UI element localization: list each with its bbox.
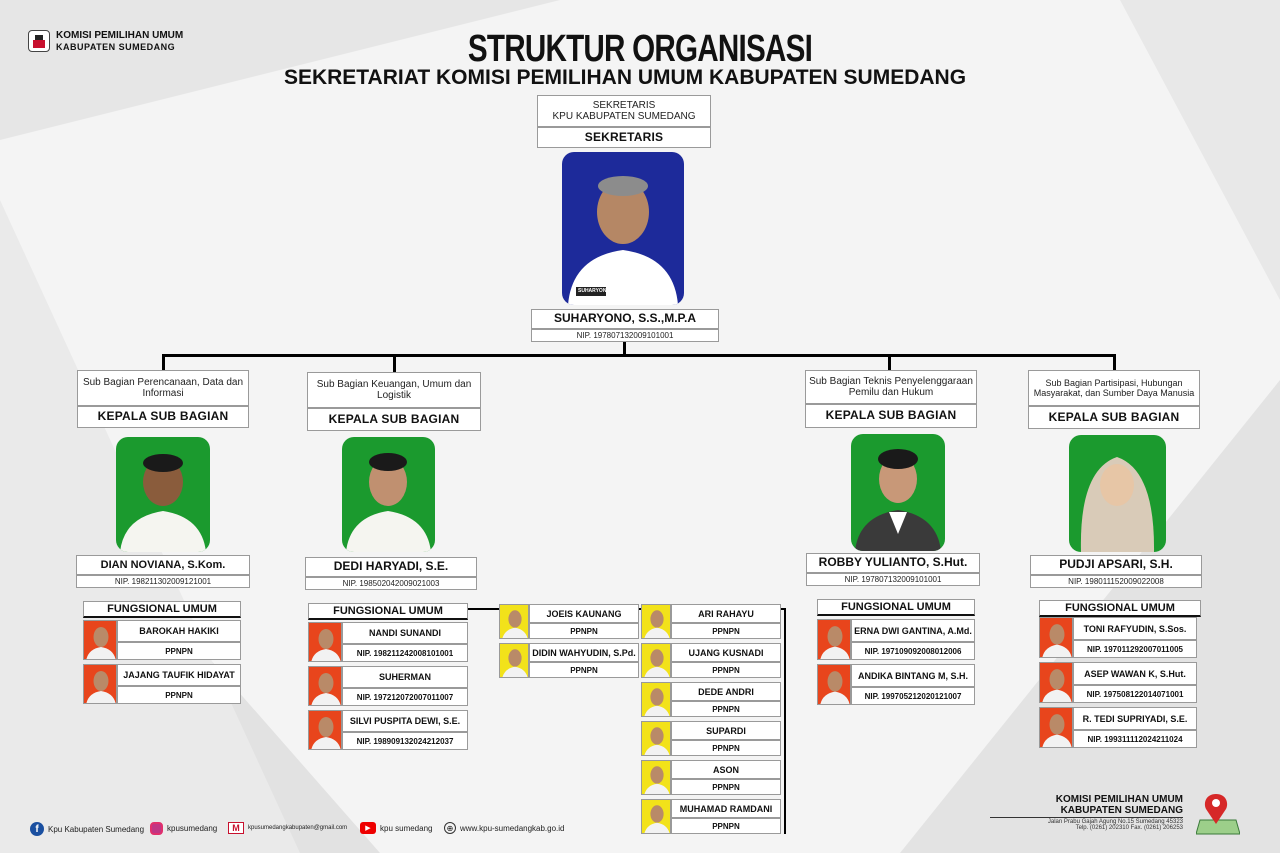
staff-name: MUHAMAD RAMDANI bbox=[671, 799, 781, 818]
section-4-role: KEPALA SUB BAGIAN bbox=[1028, 406, 1200, 429]
instagram-icon bbox=[150, 822, 163, 835]
staff-photo bbox=[499, 604, 529, 639]
staff-photo bbox=[83, 664, 117, 704]
staff-sub: NIP. 198909132024212037 bbox=[342, 732, 468, 750]
connector-drop-3 bbox=[888, 354, 891, 370]
staff-photo bbox=[1039, 617, 1073, 658]
staff-photo bbox=[1039, 707, 1073, 748]
top-photo bbox=[562, 152, 684, 305]
staff-name: ASEP WAWAN K, S.Hut. bbox=[1073, 662, 1197, 685]
page-title: STRUKTUR ORGANISASI bbox=[467, 28, 813, 70]
section-1-name: DIAN NOVIANA, S.Kom. bbox=[76, 555, 250, 575]
staff-sub: NIP. 199311112024211024 bbox=[1073, 730, 1197, 748]
logo-text-line1: KOMISI PEMILIHAN UMUM bbox=[56, 30, 184, 41]
top-unit-line2: KPU KABUPATEN SUMEDANG bbox=[552, 111, 696, 122]
footer-instagram-text: kpusumedang bbox=[167, 824, 218, 833]
staff-sub: PPNPN bbox=[671, 818, 781, 834]
footer-website-text: www.kpu-sumedangkab.go.id bbox=[460, 823, 565, 833]
staff-photo bbox=[641, 799, 671, 834]
staff-photo bbox=[641, 643, 671, 678]
footer-org-block bbox=[990, 794, 1183, 831]
staff-sub: NIP. 198211242008101001 bbox=[342, 644, 468, 662]
staff-name: DIDIN WAHYUDIN, S.Pd. bbox=[529, 643, 639, 662]
staff-sub: PPNPN bbox=[117, 686, 241, 704]
connector-horizontal bbox=[162, 354, 1115, 357]
staff-photo bbox=[308, 666, 342, 706]
staff-name: SUHERMAN bbox=[342, 666, 468, 688]
section-3-photo bbox=[851, 434, 945, 551]
map-pin-icon bbox=[1196, 790, 1240, 836]
staff-sub: NIP. 197011292007011005 bbox=[1073, 640, 1197, 658]
connector-staff-2c bbox=[784, 608, 786, 834]
top-name: SUHARYONO, S.S.,M.P.A bbox=[531, 309, 719, 329]
footer-address: Jalan Prabu Gajah Agung No.15 Sumedang 45323 bbox=[1047, 819, 1183, 825]
staff-photo bbox=[83, 620, 117, 660]
top-role: SEKRETARIS bbox=[537, 127, 711, 148]
mail-icon: M bbox=[228, 822, 244, 834]
person-silhouette-icon bbox=[116, 437, 210, 552]
staff-name: DEDE ANDRI bbox=[671, 682, 781, 701]
top-nip: NIP. 197807132009101001 bbox=[531, 329, 719, 342]
ballot-box-icon bbox=[29, 31, 49, 51]
kpu-logo bbox=[28, 30, 50, 52]
section-3-role: KEPALA SUB BAGIAN bbox=[805, 404, 977, 428]
section-4-name: PUDJI APSARI, S.H. bbox=[1030, 555, 1202, 575]
section-3-unit: Sub Bagian Teknis Penyelenggaraan Pemilu dan Hukum bbox=[805, 370, 977, 404]
staff-photo bbox=[499, 643, 529, 678]
staff-sub: PPNPN bbox=[671, 779, 781, 795]
section-4-photo bbox=[1069, 435, 1166, 552]
staff-name: UJANG KUSNADI bbox=[671, 643, 781, 662]
staff-sub: PPNPN bbox=[117, 642, 241, 660]
staff-photo bbox=[641, 604, 671, 639]
staff-name: JOEIS KAUNANG bbox=[529, 604, 639, 623]
top-unit-box bbox=[537, 95, 711, 127]
footer-youtube[interactable] bbox=[360, 822, 432, 834]
top-unit-line1: SEKRETARIS bbox=[592, 99, 656, 111]
connector-drop-4 bbox=[1113, 354, 1116, 370]
staff-name: R. TEDI SUPRIYADI, S.E. bbox=[1073, 707, 1197, 730]
section-3-nip: NIP. 197807132009101001 bbox=[806, 573, 980, 586]
staff-photo bbox=[641, 760, 671, 795]
footer-youtube-text: kpu sumedang bbox=[380, 823, 433, 833]
footer-instagram[interactable] bbox=[150, 822, 217, 835]
staff-photo bbox=[641, 721, 671, 756]
staff-name: ERNA DWI GANTINA, A.Md. bbox=[851, 619, 975, 642]
section-1-role: KEPALA SUB BAGIAN bbox=[77, 406, 249, 428]
staff-photo bbox=[817, 664, 851, 705]
section-4-nip: NIP. 198011152009022008 bbox=[1030, 575, 1202, 588]
section-3-name: ROBBY YULIANTO, S.Hut. bbox=[806, 553, 980, 573]
footer-email[interactable] bbox=[228, 822, 347, 834]
section-2-unit: Sub Bagian Keuangan, Umum dan Logistik bbox=[307, 372, 481, 408]
youtube-icon: ▶ bbox=[360, 822, 376, 834]
staff-sub: PPNPN bbox=[671, 662, 781, 678]
staff-name: JAJANG TAUFIK HIDAYAT bbox=[117, 664, 241, 686]
page-subtitle: SEKRETARIAT KOMISI PEMILIHAN UMUM KABUPATEN SUMEDANG bbox=[283, 66, 967, 89]
person-silhouette-icon bbox=[851, 434, 945, 551]
staff-name: ARI RAHAYU bbox=[671, 604, 781, 623]
fungsional-header-1: FUNGSIONAL UMUM bbox=[83, 601, 241, 618]
staff-name: NANDI SUNANDI bbox=[342, 622, 468, 644]
staff-name: TONI RAFYUDIN, S.Sos. bbox=[1073, 617, 1197, 640]
staff-name: ANDIKA BINTANG M, S.H. bbox=[851, 664, 975, 687]
section-1-photo bbox=[116, 437, 210, 552]
staff-sub: PPNPN bbox=[529, 662, 639, 678]
top-photo-badge: SUHARYONO bbox=[578, 288, 611, 294]
section-1-unit: Sub Bagian Perencanaan, Data dan Informasi bbox=[77, 370, 249, 406]
staff-sub: PPNPN bbox=[671, 701, 781, 717]
facebook-icon: f bbox=[30, 822, 44, 836]
staff-sub: PPNPN bbox=[529, 623, 639, 639]
section-2-name: DEDI HARYADI, S.E. bbox=[305, 557, 477, 577]
person-silhouette-icon bbox=[1069, 435, 1166, 552]
staff-photo bbox=[308, 622, 342, 662]
staff-name: ASON bbox=[671, 760, 781, 779]
section-2-photo bbox=[342, 437, 435, 552]
fungsional-header-2: FUNGSIONAL UMUM bbox=[308, 603, 468, 620]
staff-photo bbox=[1039, 662, 1073, 703]
staff-photo bbox=[641, 682, 671, 717]
staff-photo bbox=[817, 619, 851, 660]
section-2-nip: NIP. 198502042009021003 bbox=[305, 577, 477, 590]
footer-org-line1: KOMISI PEMILIHAN UMUM bbox=[1055, 794, 1183, 805]
section-2-role: KEPALA SUB BAGIAN bbox=[307, 408, 481, 431]
connector-drop-1 bbox=[162, 354, 165, 370]
staff-name: SUPARDI bbox=[671, 721, 781, 740]
staff-name: BAROKAH HAKIKI bbox=[117, 620, 241, 642]
connector-drop-2 bbox=[393, 354, 396, 372]
globe-icon: ⊕ bbox=[444, 822, 456, 834]
person-silhouette-icon bbox=[342, 437, 435, 552]
footer-facebook[interactable] bbox=[30, 822, 144, 836]
staff-sub: NIP. 199705212020121007 bbox=[851, 687, 975, 705]
footer-facebook-text: Kpu Kabupaten Sumedang bbox=[48, 824, 145, 834]
footer-website[interactable] bbox=[444, 822, 565, 834]
logo-text-line2: KABUPATEN SUMEDANG bbox=[56, 42, 176, 52]
staff-sub: NIP. 197508122014071001 bbox=[1073, 685, 1197, 703]
staff-photo bbox=[308, 710, 342, 750]
staff-name: SILVI PUSPITA DEWI, S.E. bbox=[342, 710, 468, 732]
person-silhouette-icon bbox=[562, 152, 684, 305]
staff-sub: NIP. 197109092008012006 bbox=[851, 642, 975, 660]
staff-sub: PPNPN bbox=[671, 623, 781, 639]
fungsional-header-4: FUNGSIONAL UMUM bbox=[1039, 600, 1201, 617]
section-4-unit: Sub Bagian Partisipasi, Hubungan Masyarakat, dan Sumber Daya Manusia bbox=[1028, 370, 1200, 406]
footer-phone: Telp. (0261) 202310 Fax. (0261) 206253 bbox=[1075, 825, 1183, 831]
footer-email-text: kpusumedangkabupaten@gmail.com bbox=[248, 825, 348, 831]
section-1-nip: NIP. 198211302009121001 bbox=[76, 575, 250, 588]
fungsional-header-3: FUNGSIONAL UMUM bbox=[817, 599, 975, 616]
footer-org-line2: KABUPATEN SUMEDANG bbox=[990, 805, 1183, 818]
staff-sub: PPNPN bbox=[671, 740, 781, 756]
staff-sub: NIP. 197212072007011007 bbox=[342, 688, 468, 706]
